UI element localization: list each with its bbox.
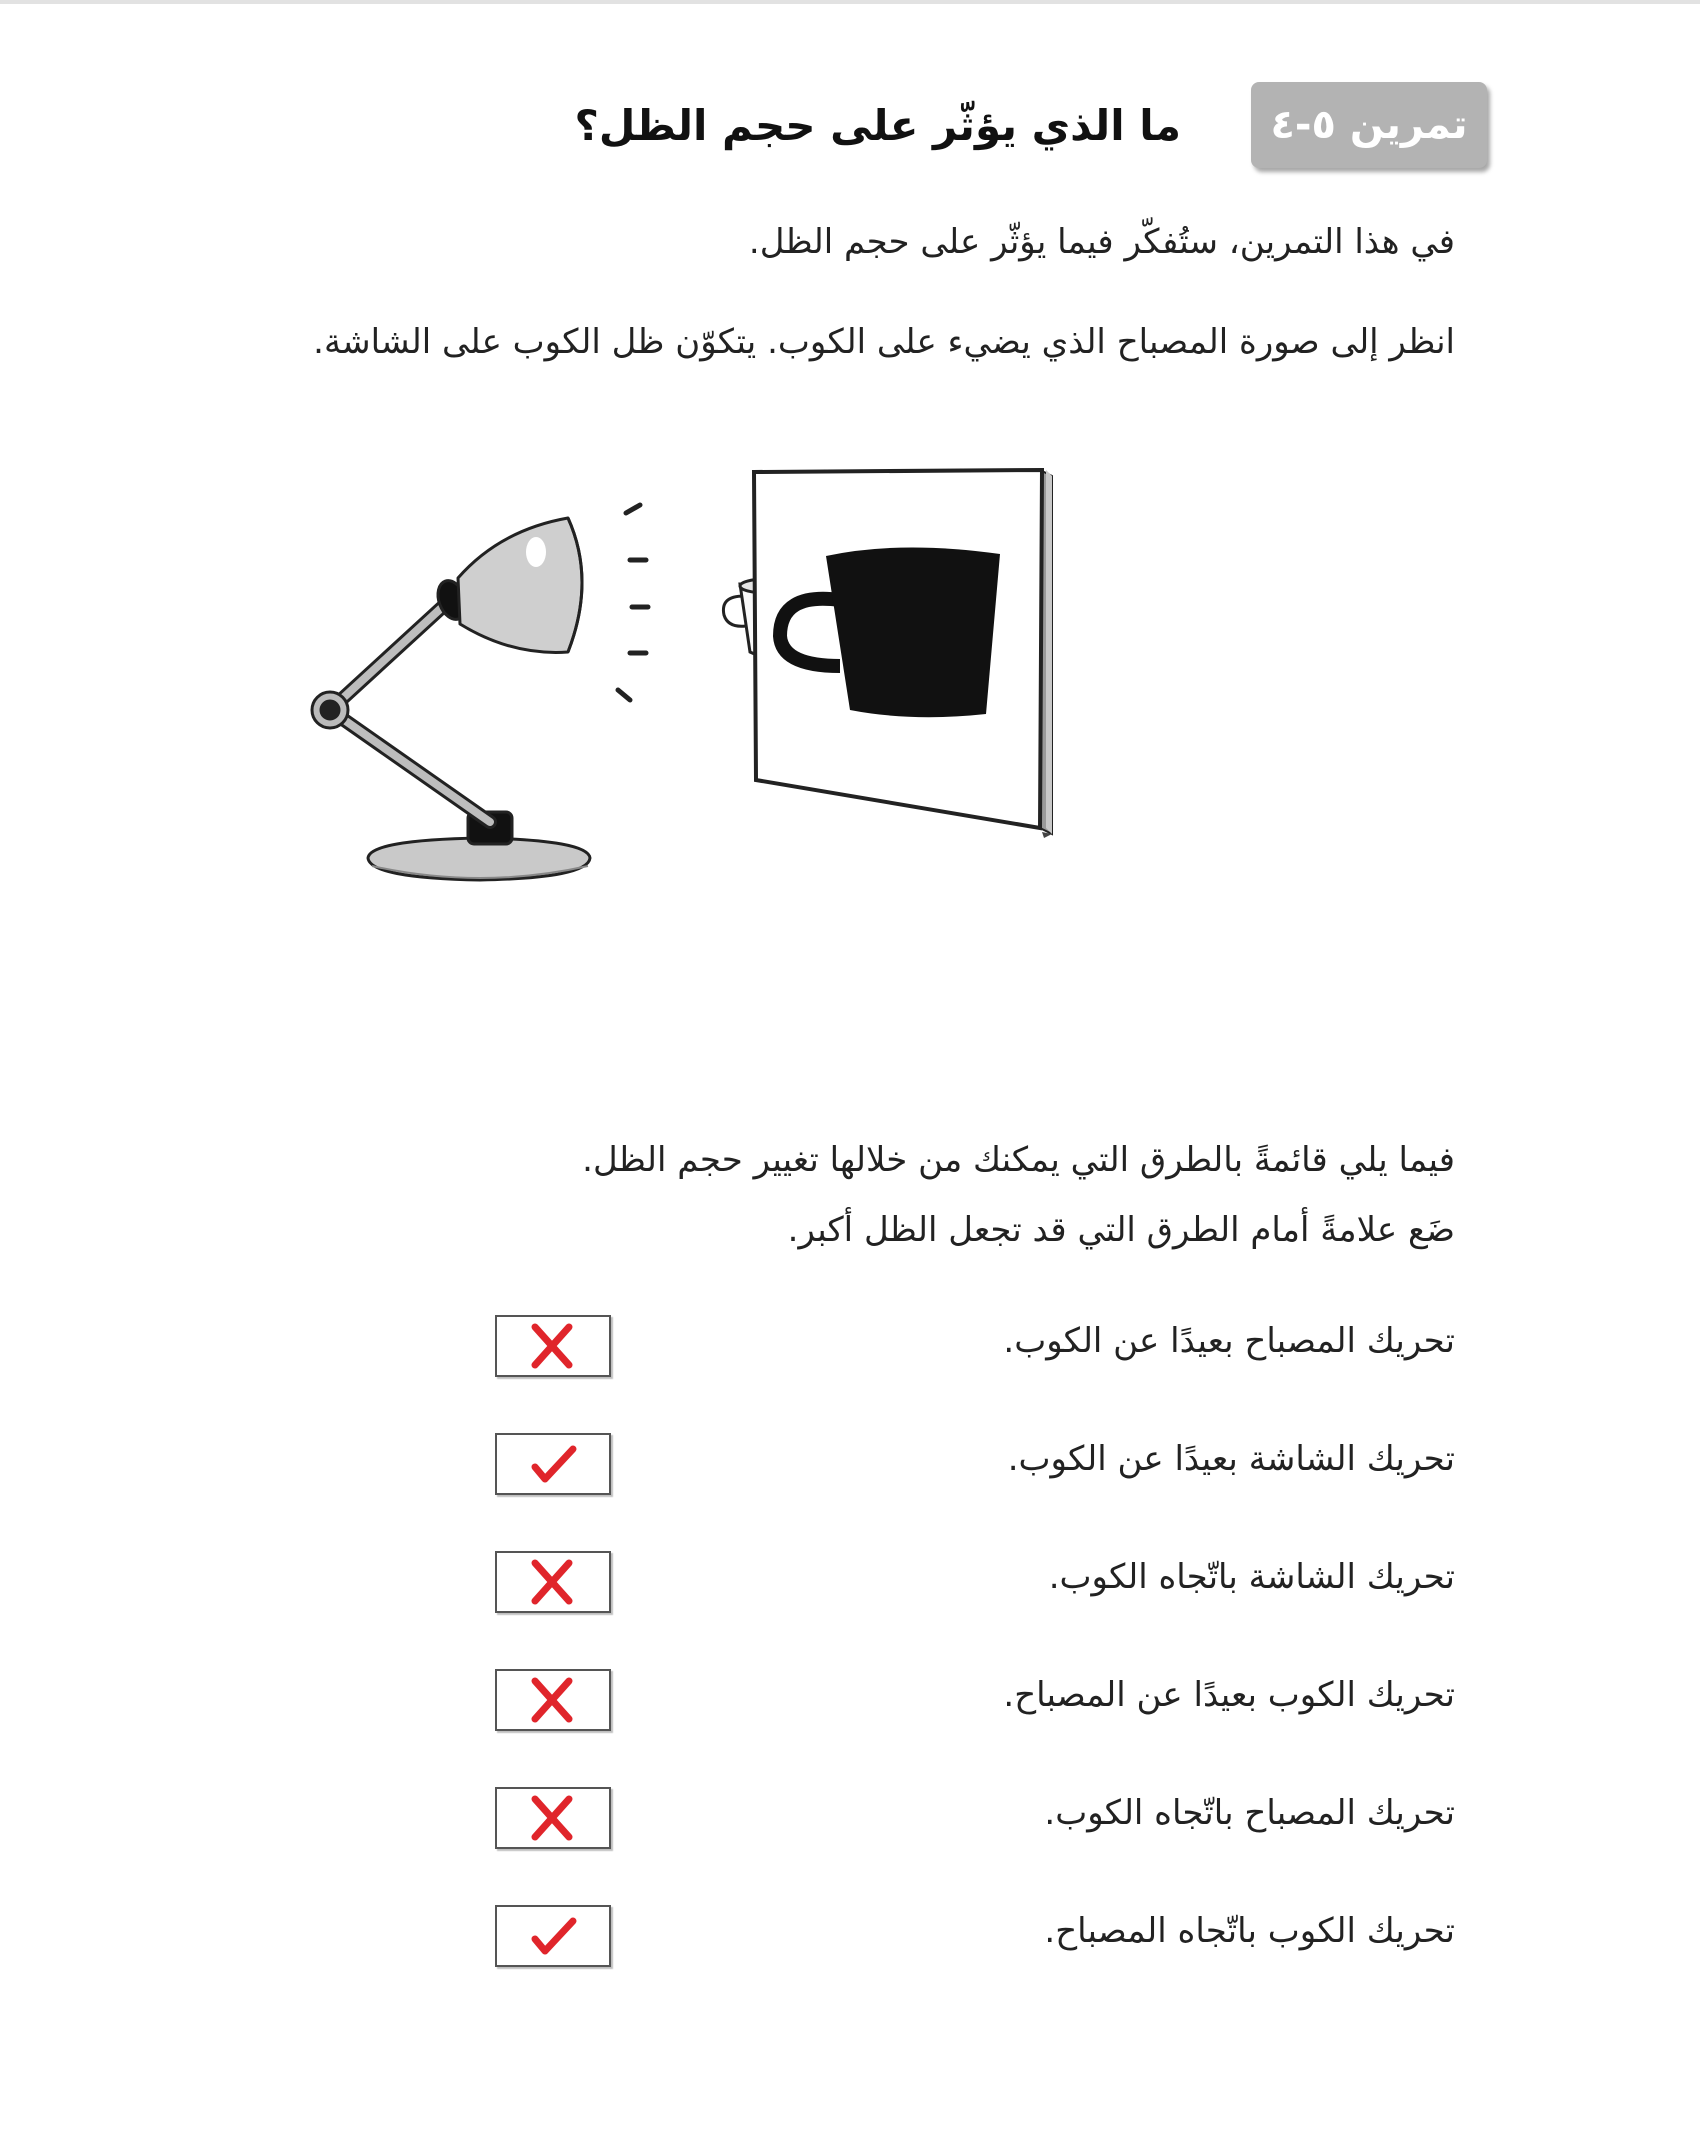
instruction-line-2: ضَع علامةً أمام الطرق التي قد تجعل الظل أكبر.: [787, 1210, 1455, 1250]
task-row: [495, 1669, 1455, 1787]
task-row: [495, 1315, 1455, 1433]
task-label: تحريك الكوب بعيدًا عن المصباح.: [1003, 1675, 1455, 1715]
cross-mark-icon: [523, 1557, 583, 1607]
cross-mark-icon: [523, 1793, 583, 1843]
task-checkbox[interactable]: [495, 1315, 611, 1377]
check-mark-icon: [523, 1439, 583, 1489]
task-list: [495, 1315, 1455, 2023]
screen-with-cup-shadow-icon: [754, 470, 1052, 838]
task-label: تحريك الشاشة بعيدًا عن الكوب.: [1007, 1439, 1455, 1479]
task-label: تحريك الشاشة باتّجاه الكوب.: [1048, 1557, 1455, 1597]
cross-mark-icon: [523, 1321, 583, 1371]
task-checkbox[interactable]: [495, 1551, 611, 1613]
task-row: [495, 1433, 1455, 1551]
top-divider: [0, 0, 1700, 4]
task-checkbox[interactable]: [495, 1787, 611, 1849]
task-checkbox[interactable]: [495, 1669, 611, 1731]
desk-lamp-icon: [312, 518, 590, 880]
task-label: تحريك المصباح بعيدًا عن الكوب.: [1003, 1321, 1455, 1361]
cross-mark-icon: [523, 1675, 583, 1725]
exercise-header: [574, 82, 1487, 168]
lamp-cup-shadow-illustration: [300, 460, 1360, 910]
exercise-badge: تمرين ٥-٤: [1251, 82, 1487, 168]
task-row: [495, 1551, 1455, 1669]
intro-line-2: انظر إلى صورة المصباح الذي يضيء على الكوب. يتكوّن ظل الكوب على الشاشة.: [313, 322, 1455, 362]
task-label: تحريك الكوب باتّجاه المصباح.: [1044, 1911, 1455, 1951]
task-checkbox[interactable]: [495, 1905, 611, 1967]
intro-line-1: في هذا التمرين، ستُفكّر فيما يؤثّر على حجم الظل.: [748, 222, 1455, 262]
check-mark-icon: [523, 1911, 583, 1961]
task-row: [495, 1787, 1455, 1905]
task-row: [495, 1905, 1455, 2023]
task-checkbox[interactable]: [495, 1433, 611, 1495]
light-rays-icon: [618, 505, 648, 700]
instruction-line-1: فيما يلي قائمةً بالطرق التي يمكنك من خلالها تغيير حجم الظل.: [582, 1140, 1455, 1180]
task-label: تحريك المصباح باتّجاه الكوب.: [1044, 1793, 1455, 1833]
exercise-title: ما الذي يؤثّر على حجم الظل؟: [574, 100, 1181, 150]
